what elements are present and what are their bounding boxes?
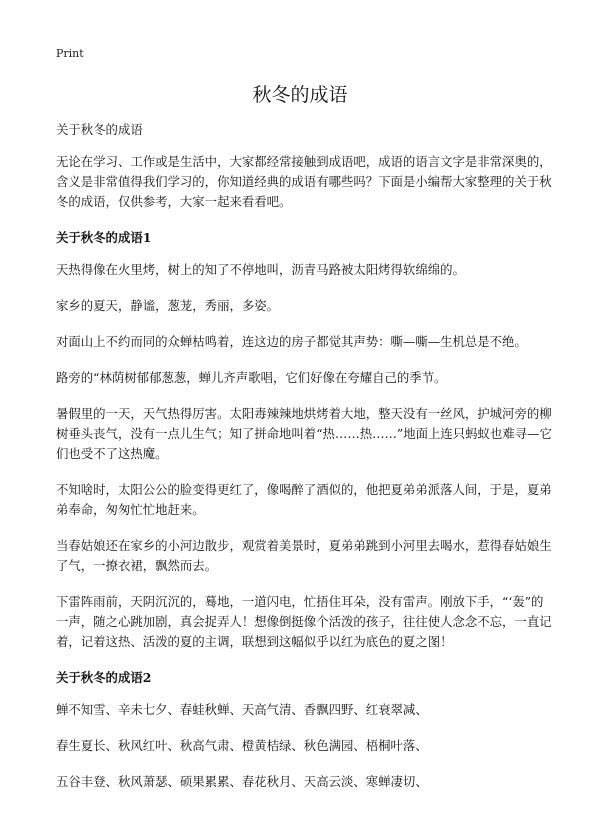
idiom-row: 五谷丰登、秋风萧瑟、硕果累累、春花秋月、天高云淡、寒蝉凄切、 [56,774,428,789]
intro-paragraph: 无论在学习、工作或是生活中，大家都经常接触到成语吧，成语的语言文字是非常深奥的，含义是非常值得我们学习的，你知道经典的成语有哪些吗？下面是小编帮大家整理的关于秋冬的成语，仅供参考，大家一起来看看吧。 [56,154,552,209]
paragraph: 当春姑娘还在家乡的小河边散步，观赏着美景时，夏弟弟跳到小河里去喝水，惹得春姑娘生了气，一撩衣裙，飘然而去。 [56,538,552,573]
idiom-row: 春生夏长、秋风红叶、秋高气肃、橙黄桔绿、秋色满园、梧桐叶落、 [56,738,428,753]
paragraph: 下雷阵雨前，天阴沉沉的，蓦地，一道闪电，忙捂住耳朵，没有雷声。刚放下手，“‘轰”的一声，随之心跳加剧，真会捉弄人！想像倒挺像个活泼的孩子，往往使人念念不忘，一直记着，记着这热、活泼的夏的主调，联想到这幅似乎以红为底色的夏之图！ [56,594,552,649]
paragraph: 不知啥时，太阳公公的脸变得更红了，像喝醉了酒似的，他把夏弟弟派落人间，于是，夏弟弟奉命，匆匆忙忙地赶来。 [56,482,552,517]
paragraph: 暑假里的一天，天气热得厉害。太阳毒辣辣地烘烤着大地，整天没有一丝风，护城河旁的柳树垂头丧气，没有一点儿生气；知了拼命地叫着“热……热……”地面上连只蚂蚁也难寻—它们也受不了这热魔。 [56,406,552,461]
article-body [56,120,552,808]
section-1-heading: 关于秋冬的成语1 [56,230,152,245]
paragraph: 天热得像在火里烤，树上的知了不停地叫，沥青马路被太阳烤得软绵绵的。 [56,262,465,277]
section-2-heading: 关于秋冬的成语2 [56,670,152,685]
paragraph: 路旁的“林荫树郁郁葱葱，蝉儿齐声歌唱，它们好像在夸耀自己的季节。 [56,370,447,385]
idiom-row: 蝉不知雪、辛未七夕、春蛙秋蝉、天高气清、香飘四野、红衰翠减、 [56,702,428,717]
intro-label: 关于秋冬的成语 [56,122,143,137]
paragraph: 家乡的夏天，静谧，葱茏，秀丽，多姿。 [56,298,280,313]
paragraph: 对面山上不约而同的众蝉枯鸣着，连这边的房子都觉其声势：嘶—嘶—生机总是不绝。 [56,334,527,349]
page-title: 秋冬的成语 [252,84,348,106]
print-link[interactable]: Print [56,47,84,60]
